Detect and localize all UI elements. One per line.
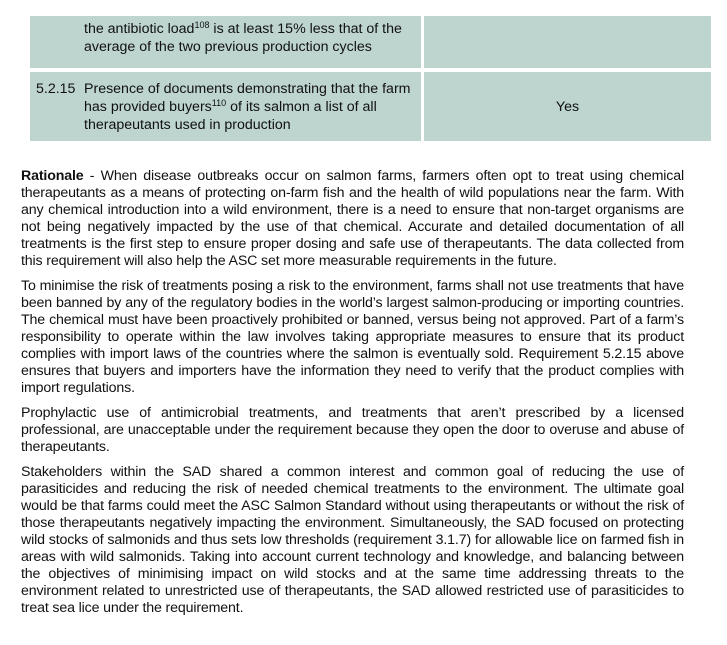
rationale-paragraph: Stakeholders within the SAD shared a common interest and common goal of reducing the use of parasiticides and reducing the risk of needed chemical treatments to the environment. The ultimate goal would be that farms could meet the ASC Salmon Standard without using therapeutants or without the risk of those therapeutants negatively impacting the environment. Simultaneously, the SAD focused on protecting wild stocks of salmonids and thus sets low thresholds (requirement 3.1.7) for allowable lice on farmed fish in areas with wild salmonids. Taking into account current technology and knowledge, and balancing between the objectives of minimising impact on wild stocks and at the same time addressing threats to the environment related to unrestricted use of therapeutants, the SAD allowed restricted use of parasiticides to treat sea lice under the requirement. — [21, 464, 684, 616]
requirement-text-part: of its salmon a list of all therapeutants used in production — [84, 98, 377, 133]
footnote-ref[interactable]: 110 — [211, 97, 227, 108]
table-row — [30, 16, 711, 68]
requirement-text-part: the antibiotic load — [84, 21, 195, 37]
requirements-table — [30, 16, 711, 145]
compliance-value: Yes — [555, 98, 580, 115]
paragraph-text: - When disease outbreaks occur on salmon farms, farmers often opt to treat using chemical therapeutants as a means of protecting on-farm fish and the health of wild populations near the farm. With any chemical introduction into a wild environment, there is a need to ensure that non-target organisms are not being negatively impacted by the use of that chemical. Accurate and detailed documentation of all treatments is the first step to ensure proper dosing and safe use of therapeutants. The data collected from this requirement will also help the ASC set more measurable requirements in the future. — [21, 168, 684, 269]
rationale-paragraph — [21, 168, 684, 270]
rationale-paragraph: Prophylactic use of antimicrobial treatments, and treatments that aren’t prescribed by a licensed professional, are unacceptable under the requirement because they open the door to overuse and abuse of therapeutants. — [21, 405, 684, 455]
requirement-number: 5.2.15 — [36, 81, 76, 97]
footnote-ref[interactable]: 108 — [194, 20, 210, 30]
compliance-cell — [424, 16, 711, 68]
rationale-paragraph: To minimise the risk of treatments posing a risk to the environment, farms shall not use treatments that have been banned by any of the regulatory bodies in the world’s largest salmon-producing or importing countries. The chemical must have been proactively prohibited or banned, versus being not approved. Part of a farm’s responsibility to operate within the law involves taking appropriate measures to ensure that its product complies with import laws of the countries where the salmon is eventually sold. Requirement 5.2.15 above ensures that buyers and importers have the information they need to verify that the product complies with import regulations. — [21, 278, 684, 396]
requirement-text-part: Presence of documents demonstrating that the farm has provided buyers — [84, 80, 411, 115]
requirement-cell — [30, 16, 421, 68]
rationale-section — [21, 168, 684, 625]
requirement-cell — [30, 72, 421, 141]
requirement-text-part: is at least 15% less that of the average of the two previous production cycles — [84, 21, 402, 55]
requirement-text — [84, 80, 421, 134]
table-row — [30, 72, 711, 141]
requirement-text — [84, 20, 421, 56]
compliance-cell — [424, 72, 711, 141]
rationale-label: Rationale — [21, 168, 84, 184]
